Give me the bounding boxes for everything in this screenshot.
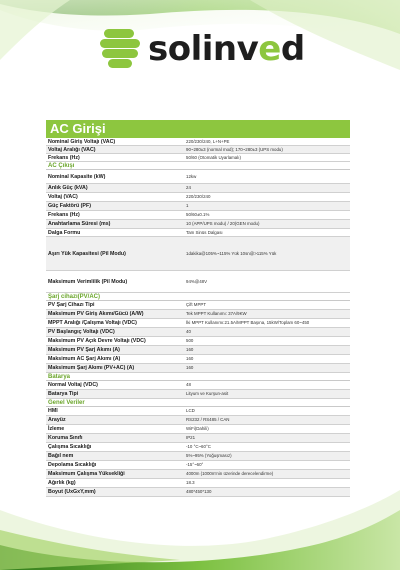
section-subheading: AC Çıkışı [46, 162, 350, 170]
spec-value: Lityum ve Kurşun-asit [186, 391, 229, 396]
spec-row [46, 319, 350, 328]
spec-row [46, 170, 350, 184]
spec-row [46, 328, 350, 337]
spec-value: 160 [186, 347, 194, 352]
spec-row [46, 407, 350, 416]
spec-value: -15°~60° [186, 462, 204, 467]
spec-label: Güç Faktörü (PF) [48, 203, 91, 209]
spec-label: PV Başlangıç Voltajı (VDC) [48, 329, 115, 335]
spec-label: Anahtarlama Süresi (ms) [48, 221, 111, 227]
spec-value: 10 (APP/UPS modu) / 20(GEN modu) [186, 221, 260, 226]
spec-label: Voltaj (VAC) [48, 194, 78, 200]
spec-value: 50/60 (Otomatik Uyarlamalı) [186, 154, 241, 160]
spec-label: Maksimum Çalışma Yüksekliği [48, 471, 125, 477]
spec-row [46, 452, 350, 461]
solinved-logo-icon [100, 27, 142, 71]
spec-value: 18.3 [186, 480, 195, 485]
spec-value: RS232 / RS485 / CAN [186, 417, 230, 422]
spec-value: Tek MPPT Kullanımı: 37A/9KW [186, 311, 247, 316]
spec-label: Koruma Sınıfı [48, 435, 83, 441]
spec-label: Frekans (Hz) [48, 154, 80, 161]
spec-value: 220/230/240, L+N+PE [186, 138, 230, 144]
spec-label: Frekans (Hz) [48, 212, 80, 218]
spec-sheet [46, 120, 350, 497]
brand-logo [100, 24, 305, 74]
spec-row [46, 381, 350, 390]
spec-row [46, 434, 350, 443]
spec-value: 90~280±3 (normal mod); 170~280±3 (UPS modu) [186, 146, 283, 152]
spec-value: 50/60±0.1% [186, 212, 210, 217]
spec-row [46, 138, 350, 146]
spec-row [46, 220, 350, 229]
page-title: AC Girişi [46, 120, 350, 138]
spec-label: Batarya Tipi [48, 391, 79, 397]
spec-label: Depolama Sıcaklığı [48, 462, 97, 468]
spec-table [46, 138, 350, 497]
spec-row [46, 443, 350, 452]
spec-row [46, 229, 350, 237]
spec-label: Çalışma Sıcaklığı [48, 444, 92, 450]
spec-value: 160 [186, 356, 194, 361]
spec-value: 1 [186, 203, 189, 208]
spec-label: İzleme [48, 426, 65, 432]
spec-row [46, 337, 350, 346]
spec-row [46, 193, 350, 202]
spec-row [46, 470, 350, 479]
spec-label: Normal Voltaj (VDC) [48, 382, 98, 388]
spec-row [46, 146, 350, 154]
spec-label: Nominal Kapasite (kW) [48, 173, 106, 180]
spec-value: 40 [186, 329, 191, 334]
spec-row [46, 488, 350, 497]
spec-value: Tam Sinüs Dalgası [186, 229, 223, 235]
spec-row [46, 310, 350, 319]
spec-row [46, 211, 350, 220]
spec-value: -10 °C~60°C [186, 444, 211, 449]
spec-label: Maksimum Şarj Akımı (PV+AC) (A) [48, 365, 135, 371]
spec-value: 5%~95% (Yoğuşmasız) [186, 453, 232, 458]
spec-value: 4000m (1000m'nin üzerinde derecelendirme) [186, 471, 274, 476]
spec-row [46, 416, 350, 425]
spec-label: Voltaj Aralığı (VAC) [48, 146, 96, 153]
spec-row [46, 390, 350, 399]
spec-label: Anlık Güç (kVA) [48, 185, 88, 191]
spec-label: HMI [48, 408, 58, 414]
spec-label: Maksimum PV Açık Devre Voltajı (VDC) [48, 338, 146, 344]
spec-label: Maksimum PV Giriş Akımı/Gücü (A/W) [48, 311, 144, 317]
spec-row [46, 479, 350, 488]
spec-value: WiFi(Dahili) [186, 426, 209, 431]
spec-label: Dalga Formu [48, 229, 81, 236]
spec-value: 500 [186, 338, 194, 343]
section-subheading: Genel Veriler [46, 399, 350, 407]
spec-row [46, 355, 350, 364]
spec-label: Nominal Giriş Voltajı (VAC) [48, 138, 116, 145]
spec-value: Çift MPPT [186, 302, 207, 307]
spec-value: İki MPPT Kullanımı:21.5A/MPPT Başına, 15kW/Toplam 60~450 [186, 320, 310, 325]
spec-row [46, 154, 350, 162]
spec-label: Arayüz [48, 417, 66, 423]
spec-row [46, 364, 350, 373]
spec-value: 1dakika@105%~115% Yük 10sn@>115% Yük [186, 250, 277, 256]
spec-value: LCD [186, 408, 195, 413]
spec-label: Maksimum PV Şarj Akımı (A) [48, 347, 120, 353]
spec-row [46, 425, 350, 434]
spec-row [46, 301, 350, 310]
spec-value: 160 [186, 365, 194, 370]
spec-value: 24 [186, 185, 191, 190]
spec-row [46, 271, 350, 293]
spec-value: 12kw [186, 173, 197, 179]
spec-label: Aşırı Yük Kapasitesi (Pil Modu) [48, 250, 126, 257]
spec-row [46, 461, 350, 470]
spec-label: MPPT Aralığı /Çalışma Voltajı (VDC) [48, 320, 137, 326]
spec-row [46, 346, 350, 355]
spec-label: PV Şarj Cihazı Tipi [48, 302, 95, 308]
spec-value: IP21 [186, 435, 196, 440]
spec-label: Ağırlık (kg) [48, 480, 76, 486]
spec-label: Boyut (UxGxY,mm) [48, 489, 96, 495]
spec-label: Maksimum Verimlilik (Pil Modu) [48, 278, 128, 285]
spec-row [46, 237, 350, 271]
spec-value: 220/230/240 [186, 194, 211, 199]
spec-row [46, 184, 350, 193]
spec-value: 480*450*130 [186, 489, 212, 494]
section-subheading: Batarya [46, 373, 350, 381]
spec-value: 48 [186, 382, 191, 387]
brand-wordmark: solinved [148, 29, 305, 69]
spec-value: 94%@48V [186, 278, 208, 284]
spec-label: Bağıl nem [48, 453, 74, 459]
section-subheading: Şarj cihazı(PV/AC) [46, 293, 350, 301]
spec-row [46, 202, 350, 211]
spec-label: Maksimum AC Şarj Akımı (A) [48, 356, 121, 362]
